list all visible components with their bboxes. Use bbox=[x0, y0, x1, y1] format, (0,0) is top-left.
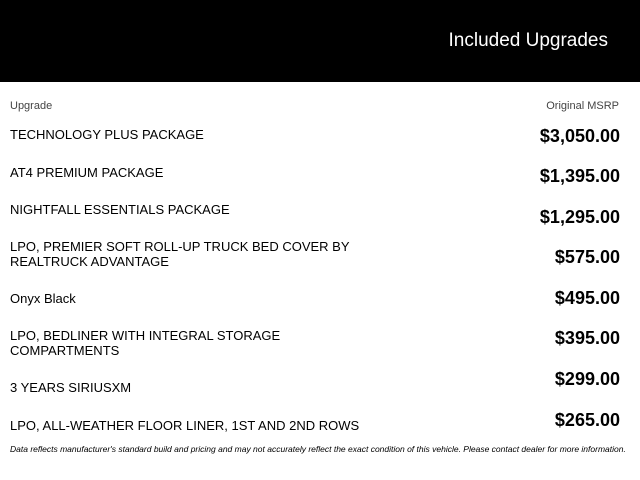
upgrade-price: $575.00 bbox=[554, 247, 620, 267]
upgrade-name: LPO, ALL-WEATHER FLOOR LINER, 1ST AND 2ND ROWS bbox=[10, 418, 360, 433]
upgrade-price: $395.00 bbox=[554, 328, 620, 348]
upgrade-price: $1,295.00 bbox=[539, 207, 620, 227]
upgrade-price: $495.00 bbox=[554, 288, 620, 308]
upgrade-name: TECHNOLOGY PLUS PACKAGE bbox=[10, 127, 204, 142]
upgrade-name: NIGHTFALL ESSENTIALS PACKAGE bbox=[10, 202, 230, 217]
upgrade-price: $1,395.00 bbox=[539, 166, 620, 186]
disclaimer: Data reflects manufacturer's standard build and pricing and may not accurately reflect the exact condition of this vehicle. Please contact dealer for more information. bbox=[10, 444, 626, 454]
upgrade-name: 3 YEARS SIRIUSXM bbox=[10, 380, 132, 395]
upgrade-price: $265.00 bbox=[554, 410, 620, 430]
upgrade-name: Onyx Black bbox=[10, 291, 76, 306]
upgrade-price: $299.00 bbox=[554, 369, 620, 389]
page-title: Included Upgrades bbox=[448, 30, 608, 51]
upgrade-name: AT4 PREMIUM PACKAGE bbox=[10, 165, 164, 180]
header-banner bbox=[0, 0, 640, 82]
upgrade-name: LPO, BEDLINER WITH INTEGRAL STORAGE COMPARTMENTS bbox=[10, 328, 281, 358]
upgrade-price: $3,050.00 bbox=[539, 126, 620, 146]
upgrade-name: LPO, PREMIER SOFT ROLL-UP TRUCK BED COVER BY REALTRUCK ADVANTAGE bbox=[10, 239, 350, 269]
column-header-msrp: Original MSRP bbox=[546, 100, 619, 112]
column-header-upgrade: Upgrade bbox=[10, 100, 53, 112]
